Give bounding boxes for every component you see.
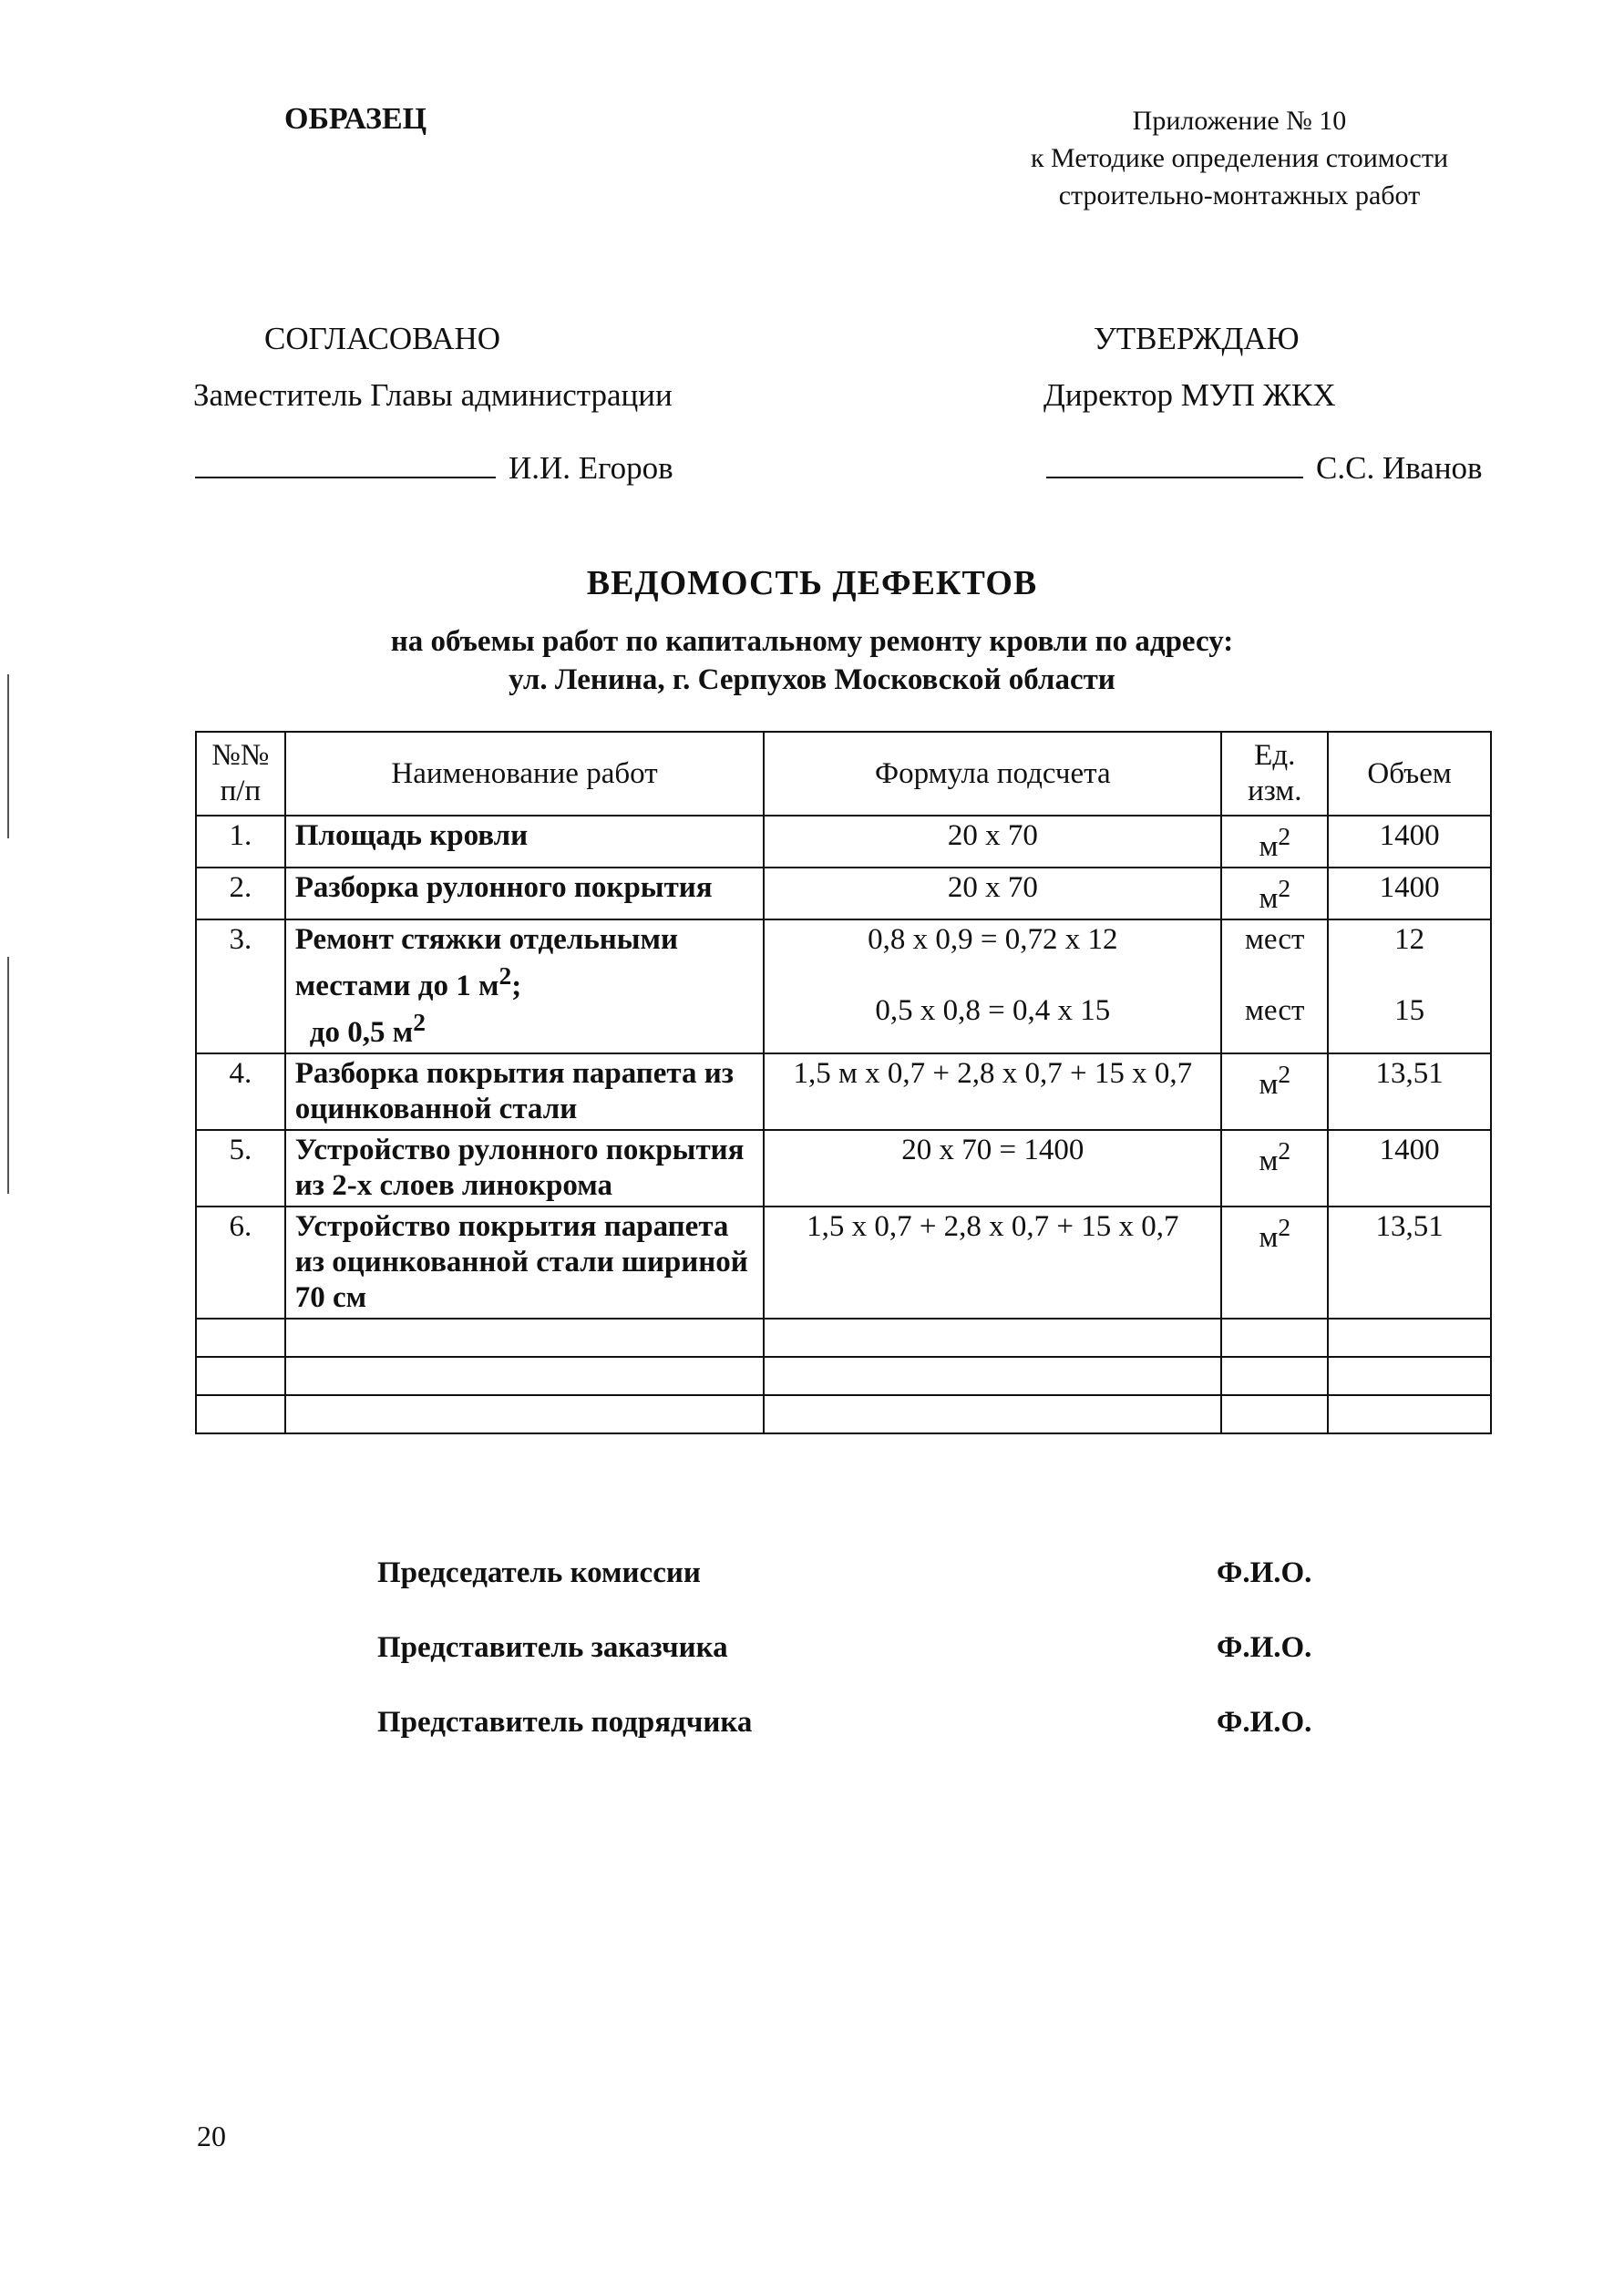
row-name: Разборка рулонного покрытия (285, 868, 764, 919)
signature-name: Ф.И.О. (1217, 1706, 1312, 1739)
row-volume: 13,51 (1328, 1207, 1491, 1319)
approved-signature (1046, 450, 1483, 487)
appendix-line: к Методике определения стоимости (1030, 143, 1449, 173)
row-name: Устройство рулонного покрытия из 2-х слоев линокрома (285, 1130, 764, 1207)
header-num: №№ п/п (196, 732, 285, 816)
table-row (196, 919, 1491, 1053)
row-name: Разборка покрытия парапета из оцинкованной стали (285, 1053, 764, 1130)
signature-role: Председатель комиссии (377, 1556, 701, 1589)
row-formula: 20 x 70 (764, 816, 1221, 868)
row-num: 6. (196, 1207, 285, 1319)
document-address: ул. Ленина, г. Серпухов Московской области (509, 663, 1115, 696)
row-unit: $м^2$ (1221, 1207, 1328, 1319)
table-row (196, 1053, 1491, 1130)
signature-role: Представитель заказчика (377, 1631, 728, 1664)
scan-artifact (7, 674, 9, 838)
signature-line (195, 451, 496, 478)
row-num: 3. (196, 919, 285, 1053)
signature-name: Ф.И.О. (1217, 1556, 1312, 1589)
agreed-title: СОГЛАСОВАНО (264, 321, 501, 356)
header-unit: Ед. изм. (1221, 732, 1328, 816)
approved-position: Директор МУП ЖКХ (1043, 377, 1336, 413)
header-name: Наименование работ (285, 732, 764, 816)
row-unit: $м^2$ (1221, 816, 1328, 868)
row-unit: $м^2$ (1221, 868, 1328, 919)
row-formula: 1,5 м x 0,7 + 2,8 x 0,7 + 15 x 0,7 (764, 1053, 1221, 1130)
row-unit: $м^2$ (1221, 1053, 1328, 1130)
signature-name: Ф.И.О. (1217, 1631, 1312, 1664)
row-unit: $м^2$ (1221, 1130, 1328, 1207)
row-volume: 1400 (1328, 816, 1491, 868)
empty-row (196, 1357, 1491, 1395)
table-row (196, 1130, 1491, 1207)
empty-row (196, 1395, 1491, 1433)
row-volume: 12 15 (1328, 919, 1491, 1053)
document-title: ВЕДОМОСТЬ ДЕФЕКТОВ (586, 564, 1038, 602)
row-volume: 1400 (1328, 1130, 1491, 1207)
row-formula: 1,5 x 0,7 + 2,8 x 0,7 + 15 x 0,7 (764, 1207, 1221, 1319)
row-name: Устройство покрытия парапета из оцинкованной стали шириной 70 см (285, 1207, 764, 1319)
table-row (196, 1207, 1491, 1319)
agreed-signature (195, 450, 673, 487)
table-header-row (196, 732, 1491, 816)
agreed-name: И.И. Егоров (509, 450, 673, 486)
row-num: 2. (196, 868, 285, 919)
defects-table (195, 731, 1492, 1434)
row-formula: 0,8 x 0,9 = 0,72 x 12 0,5 x 0,8 = 0,4 x 15 (764, 919, 1221, 1053)
row-formula: 20 x 70 (764, 868, 1221, 919)
appendix-line: строительно-монтажных работ (1058, 180, 1421, 211)
empty-row (196, 1319, 1491, 1357)
table-row (196, 816, 1491, 868)
document-subtitle: на объемы работ по капитальному ремонту кровли по адресу: (390, 625, 1234, 658)
table-row (196, 868, 1491, 919)
signature-role: Представитель подрядчика (377, 1706, 753, 1739)
row-volume: 13,51 (1328, 1053, 1491, 1130)
scan-artifact (7, 957, 9, 1194)
appendix-note (984, 102, 1495, 214)
appendix-line: Приложение № 10 (1132, 106, 1347, 136)
row-formula: 20 x 70 = 1400 (764, 1130, 1221, 1207)
row-num: 1. (196, 816, 285, 868)
row-name: Площадь кровли (285, 816, 764, 868)
row-num: 4. (196, 1053, 285, 1130)
approved-title: УТВЕРЖДАЮ (1094, 321, 1300, 356)
signature-line (1046, 451, 1303, 478)
row-name: Ремонт стяжки отдельными местами до 1 $м^2$; до 0,5 $м^2$ (285, 919, 764, 1053)
header-formula: Формула подсчета (764, 732, 1221, 816)
agreed-position: Заместитель Главы администрации (193, 377, 673, 413)
row-unit: мест мест (1221, 919, 1328, 1053)
approved-name: С.С. Иванов (1316, 450, 1483, 486)
header-volume: Объем (1328, 732, 1491, 816)
sample-label: ОБРАЗЕЦ (284, 102, 427, 136)
row-num: 5. (196, 1130, 285, 1207)
row-volume: 1400 (1328, 868, 1491, 919)
page-number: 20 (197, 2120, 226, 2152)
